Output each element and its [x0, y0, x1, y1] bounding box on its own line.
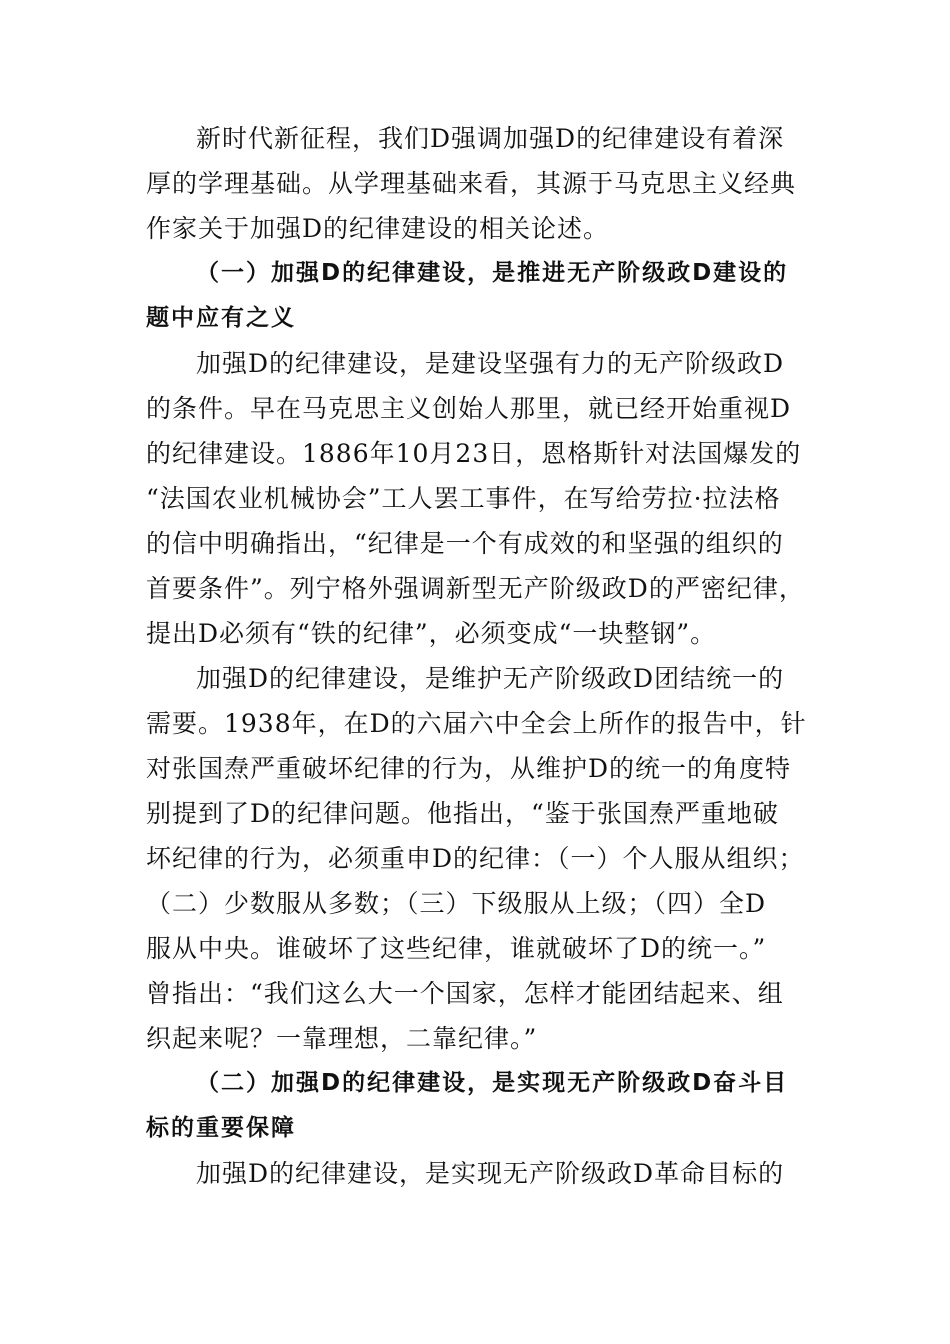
section-heading-1: [146, 251, 810, 341]
text-line: 的条件。早在马克思主义创始人那里，就已经开始重视D: [146, 394, 792, 423]
heading-line: 题中应有之义: [146, 305, 296, 331]
text-line: 加强D的纪律建设，是实现无产阶级政D革命目标的: [196, 1159, 785, 1188]
text-line: 首要条件”。列宁格外强调新型无产阶级政D的严密纪律，: [146, 574, 805, 603]
text-line: 加强D的纪律建设，是维护无产阶级政D团结统一的: [196, 664, 785, 693]
text-line: 新时代新征程，我们D强调加强D的纪律建设有着深: [196, 124, 785, 153]
text-line: 提出D必须有“铁的纪律”，必须变成“一块整钢”。: [146, 619, 717, 648]
body-paragraph-3: [146, 1151, 810, 1196]
text-line: 对张国焘严重破坏纪律的行为，从维护D的统一的角度特: [146, 754, 792, 783]
heading-line: 标的重要保障: [146, 1115, 296, 1141]
document-body: [146, 116, 810, 1196]
body-paragraph-2: [146, 656, 810, 1061]
text-line: 厚的学理基础。从学理基础来看，其源于马克思主义经典: [146, 169, 797, 198]
text-line: 织起来呢？一靠理想，二靠纪律。”: [146, 1024, 538, 1053]
heading-line: （一）加强D的纪律建设，是推进无产阶级政D建设的: [196, 260, 789, 286]
text-line: 的纪律建设。1886年10月23日，恩格斯针对法国爆发的: [146, 439, 802, 468]
text-line: “法国农业机械协会”工人罢工事件，在写给劳拉·拉法格: [146, 484, 781, 513]
body-paragraph-1: [146, 341, 810, 656]
section-heading-2: [146, 1061, 810, 1151]
text-line: 服从中央。谁破坏了这些纪律，谁就破坏了D的统一。”: [146, 934, 767, 963]
text-line: 作家关于加强D的纪律建设的相关论述。: [146, 214, 610, 243]
text-line: 的信中明确指出，“纪律是一个有成效的和坚强的组织的: [146, 529, 784, 558]
heading-line: （二）加强D的纪律建设，是实现无产阶级政D奋斗目: [196, 1070, 789, 1096]
text-line: 曾指出：“我们这么大一个国家，怎样才能团结起来、组: [146, 979, 784, 1008]
text-line: 别提到了D的纪律问题。他指出，“鉴于张国焘严重地破: [146, 799, 779, 828]
text-line: 加强D的纪律建设，是建设坚强有力的无产阶级政D: [196, 349, 785, 378]
text-line: 需要。1938年，在D的六届六中全会上所作的报告中，针: [146, 709, 807, 738]
text-line: （二）少数服从多数；（三）下级服从上级；（四）全D: [146, 889, 767, 918]
intro-paragraph: [146, 116, 810, 251]
text-line: 坏纪律的行为，必须重申D的纪律：（一）个人服从组织；: [146, 844, 805, 873]
